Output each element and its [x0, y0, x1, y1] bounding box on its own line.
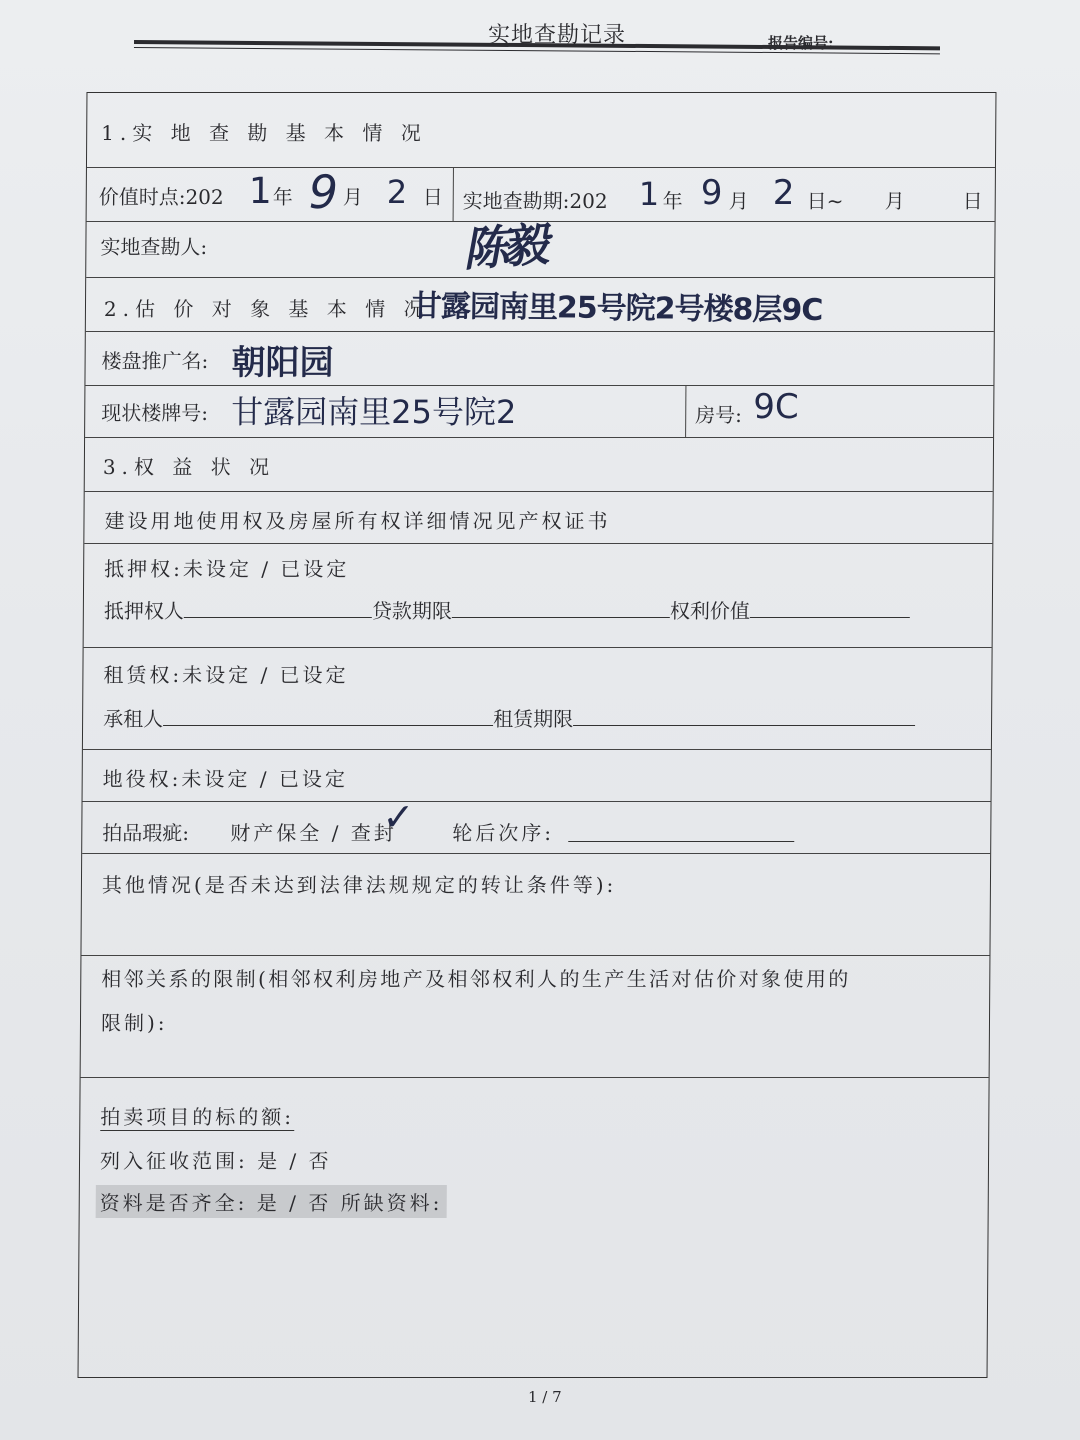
end-month-label: 月 [884, 189, 905, 213]
room-value: 9C [753, 387, 799, 427]
value-date-day-label: 日 [422, 185, 443, 209]
loan-term-field[interactable] [452, 617, 670, 618]
easement-row [83, 749, 991, 802]
survey-period-label: 实地查勘期:202 [462, 189, 608, 213]
lease-term-label: 租赁期限 [493, 707, 574, 731]
lessee-field[interactable] [163, 725, 493, 726]
lease-label: 租赁权:未设定 / 已设定 [103, 663, 349, 687]
neighbor-label-line1: 相邻关系的限制(相邻权利房地产及相邻权利人的生产生活对估价对象使用的 [101, 967, 851, 991]
value-date-month: 9 [308, 165, 339, 219]
defect-options: 财产保全 / 查封 [230, 821, 397, 845]
lease-details [103, 703, 915, 732]
page-number: 1 / 7 [528, 1388, 562, 1406]
building-no-label: 现状楼牌号: [101, 401, 209, 425]
auction-amount-underline: 拍卖项目的标的额: [100, 1101, 294, 1131]
value-date-day: 2 [386, 173, 408, 211]
order-label: 轮后次序: [452, 821, 555, 845]
defect-label: 拍品瑕疵: [102, 821, 190, 845]
building-no-value: 甘露园南里25号院2 [231, 393, 517, 431]
right-value-field[interactable] [750, 617, 910, 618]
section1-title-row [87, 93, 996, 168]
building-row [85, 385, 993, 438]
mortgagee-field[interactable] [184, 617, 372, 618]
section2-title-row [86, 277, 994, 332]
value-date-label: 价值时点:202 [98, 185, 224, 209]
lease-term-field[interactable] [573, 725, 915, 726]
section2-title: 2.估 价 对 象 基 本 情 况 [103, 297, 430, 321]
neighbor-label-line2: 限制): [100, 1011, 168, 1035]
value-date-month-label: 月 [342, 185, 363, 209]
rights-note-row [84, 491, 992, 544]
right-value-label: 权利价值 [669, 599, 750, 623]
other-label: 其他情况(是否未达到法律法规规定的转让条件等): [101, 873, 617, 897]
room-divider [685, 385, 686, 437]
defect-check-mark: ✓ [382, 795, 415, 839]
survey-year-label: 年 [662, 189, 683, 213]
date-divider [453, 167, 454, 221]
survey-day-label: 日~ [806, 189, 844, 213]
easement-label: 地役权:未设定 / 已设定 [102, 767, 348, 791]
expropriation-label: 列入征收范围: 是 / 否 [99, 1149, 332, 1173]
rights-note: 建设用地使用权及房屋所有权详细情况见产权证书 [104, 509, 611, 533]
date-row [87, 167, 995, 222]
survey-month-label: 月 [728, 189, 749, 213]
section3-title: 3.权 益 状 况 [102, 455, 276, 479]
mortgage-label: 抵押权:未设定 / 已设定 [104, 557, 350, 581]
project-name-label: 楼盘推广名: [101, 349, 209, 373]
loan-term-label: 贷款期限 [371, 599, 452, 623]
project-name-value: 朝阳园 [231, 343, 334, 383]
defect-row [82, 795, 990, 854]
lessee-label: 承租人 [103, 707, 164, 731]
survey-form [78, 92, 997, 1378]
survey-month: 9 [700, 173, 723, 213]
documents-label: 资料是否齐全: 是 / 否 所缺资料: [96, 1185, 447, 1218]
neighbor-row [81, 955, 990, 1078]
page-title: 实地查勘记录 [488, 23, 627, 48]
section1-title: 1.实 地 查 勘 基 本 情 况 [101, 121, 427, 145]
auction-amount-label [100, 1101, 294, 1131]
project-name-row [85, 331, 993, 386]
surveyor-signature: 陈毅 [460, 217, 545, 277]
survey-day: 2 [772, 173, 795, 213]
lease-row [83, 647, 992, 750]
report-number-label: 报告编号: [768, 34, 834, 52]
survey-year: 1 [638, 175, 660, 213]
section3-title-row [85, 437, 993, 492]
property-address: 甘露园南里25号院2号楼8层9C [411, 288, 823, 329]
surveyor-row [86, 217, 994, 278]
surveyor-label: 实地查勘人: [100, 235, 208, 259]
value-date-year: 1 [248, 171, 272, 212]
mortgage-details [104, 595, 910, 624]
end-day-label: 日 [962, 189, 983, 213]
room-label: 房号: [695, 403, 743, 427]
mortgage-row [84, 543, 993, 648]
value-date-year-label: 年 [272, 185, 293, 209]
other-row [81, 853, 990, 956]
mortgagee-label: 抵押权人 [103, 599, 184, 623]
order-field[interactable] [568, 841, 794, 842]
